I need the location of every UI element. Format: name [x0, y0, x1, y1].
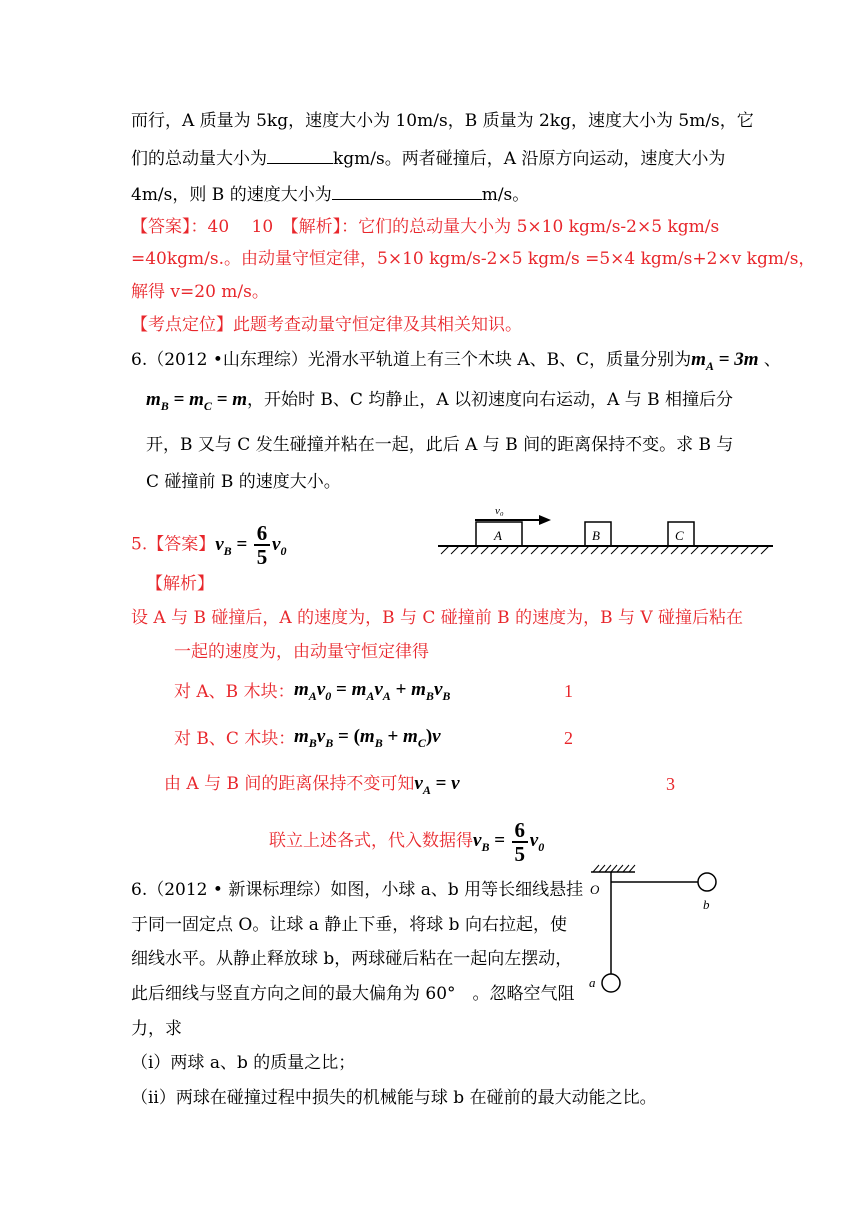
q5-line-1: 而行，A 质量为 5kg，速度大小为 10m/s，B 质量为 2kg，速度大小为 5m/s，它 [131, 111, 754, 131]
eq3-number: 3 [666, 774, 675, 794]
q5-line-2: 们的总动量大小为 kgm/s。两者碰撞后，A 沿原方向运动，速度大小为 [131, 145, 725, 171]
block-c-label: C [675, 528, 684, 543]
track-hatching [441, 546, 769, 554]
answer-blank-2 [332, 181, 482, 200]
q5-line-3: 4m/s，则 B 的速度大小为 m/s。 [131, 181, 529, 207]
q6a-line-3: 开，B 又与 C 发生碰撞并粘在一起，此后 A 与 B 间的距离保持不变。求 B 与 [146, 435, 734, 455]
eq2-number: 2 [564, 728, 573, 748]
q6b-line-2: 于同一固定点 O。让球 a 静止下垂，将球 b 向右拉起，使 [131, 915, 567, 935]
o-label: O [590, 882, 600, 897]
blocks-figure [435, 500, 775, 562]
q6b-line-1: 6.（2012 • 新课标理综）如图，小球 a、b 用等长细线悬挂 [131, 880, 584, 900]
eq1-label: 对 A、B 木块： [174, 682, 295, 702]
q5-kaodian: 【考点定位】此题考查动量守恒定律及其相关知识。 [131, 315, 522, 335]
q5-answer-line-3: 解得 v=20 m/s。 [131, 282, 269, 302]
eq2: $m_Bv_B = (m_B + m_C)v$ [294, 726, 441, 750]
eq1-number: 1 [564, 681, 573, 701]
block-a-label: A [494, 528, 502, 543]
answer-formula: $v_B$ = $\frac{6}{5}$ $v_0$ [215, 521, 287, 569]
q6b-line-3: 细线水平。从静止释放球 b，两球碰后粘在一起向左摆动， [131, 949, 573, 969]
a-label: a [589, 975, 596, 990]
q6b-part-ii: （ii）两球在碰撞过程中损失的机械能与球 b 在碰前的最大动能之比。 [131, 1088, 657, 1108]
v0-label: v₀ [495, 505, 504, 517]
q6a-answer: 5.【答案】$v_B$ = $\frac{6}{5}$ $v_0$ [131, 521, 287, 569]
q6b-part-i: （i）两球 a、b 的质量之比； [131, 1053, 356, 1073]
ball-b [698, 873, 716, 891]
ball-a [602, 974, 620, 992]
jiexi-para-1: 设 A 与 B 碰撞后，A 的速度为，B 与 C 碰撞前 B 的速度为，B 与 V 碰撞后粘在 [131, 608, 744, 628]
ceiling-hatching [593, 865, 635, 872]
q6b-line-5: 力，求 [131, 1019, 182, 1039]
jiexi-para-2: 一起的速度为，由动量守恒定律得 [174, 642, 429, 662]
q5-answer-line-2: =40kgm/s.。由动量守恒定律，5×10 kgm/s-2×5 kgm/s =5×4 kgm/s+2×v kgm/s， [131, 249, 816, 269]
q6b-line-4: 此后细线与竖直方向之间的最大偏角为 60° 。忽略空气阻 [131, 984, 575, 1004]
q6a-line-1: 6.（2012 •山东理综）光滑水平轨道上有三个木块 A、B、C，质量分别为$m_A = 3m$ 、 [131, 349, 781, 373]
jiexi-label: 【解析】 [146, 574, 214, 594]
velocity-arrowhead [539, 515, 551, 525]
q6a-line-4: C 碰撞前 B 的速度大小。 [146, 472, 341, 492]
b-label: b [703, 897, 710, 912]
block-b-label: B [592, 528, 600, 543]
eq2-label: 对 B、C 木块： [174, 729, 296, 749]
conclusion: 联立上述各式，代入数据得$v_B$ = $\frac{6}{5}$ $v_0$ [269, 817, 545, 866]
pendulum-figure [585, 862, 725, 1002]
answer-blank-1 [267, 145, 333, 164]
eq1: $m_Av_0 = m_Av_A + m_Bv_B$ [294, 679, 451, 703]
eq3-label: 由 A 与 B 间的距离保持不变可知$v_A = v$ [164, 773, 460, 797]
q6a-line-2: $m_B = m_C = m$，开始时 B、C 均静止，A 以初速度向右运动，A 与 B 相撞后分 [146, 389, 733, 413]
q5-answer-line-1: 【答案】：40 10 【解析】：它们的总动量大小为 5×10 kgm/s-2×5 kgm/s [131, 217, 720, 237]
